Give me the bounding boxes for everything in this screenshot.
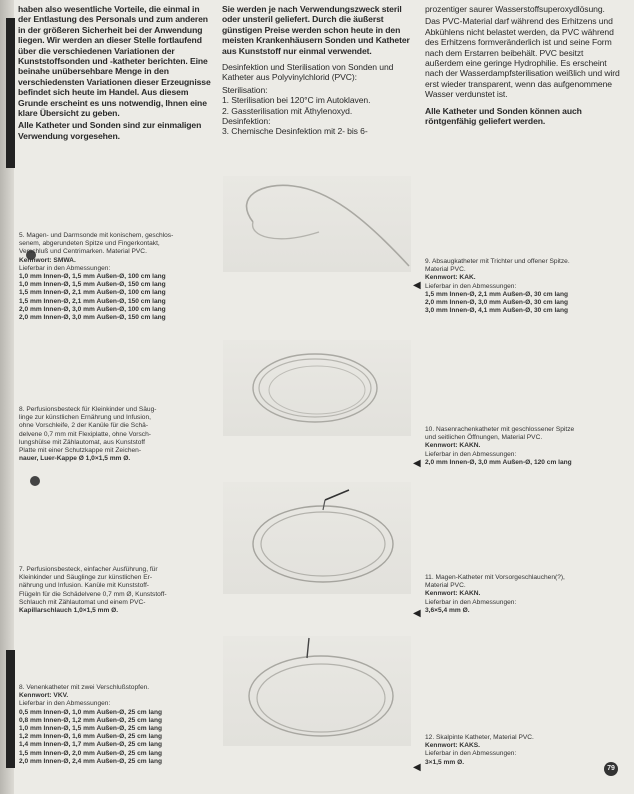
caption-line: Lieferbar in den Abmessungen: (19, 264, 111, 272)
caption-line: 0,5 mm Innen-Ø, 1,0 mm Außen-Ø, 25 cm lang (19, 708, 163, 716)
col-mid-text (222, 4, 412, 137)
caption-line: Kennwort: KAKN. (425, 442, 481, 450)
caption-line: 3,0 mm Innen-Ø, 4,1 mm Außen-Ø, 30 cm lang (425, 307, 569, 315)
caption-line: 11. Magen-Katheter mit Vorsorgeschlauchen(?), (425, 574, 565, 581)
caption-7 (19, 566, 217, 615)
caption-line: 2,0 mm Innen-Ø, 3,0 mm Außen-Ø, 150 cm lang (19, 314, 166, 322)
catheter-loop-drawing (223, 176, 411, 272)
binding-strip-top (6, 18, 15, 168)
catheter-venous-drawing (223, 636, 411, 746)
caption-line: Verschluß und Centrimarken. Material PVC. (19, 248, 147, 256)
caption-9 (425, 258, 620, 315)
caption-line: 2,0 mm Innen-Ø, 2,4 mm Außen-Ø, 25 cm lang (19, 757, 163, 765)
binding-strip-bottom (6, 650, 15, 768)
caption-line: 8. Venenkatheter mit zwei Verschlußstopfen. (19, 684, 150, 691)
photo-catheter-4 (223, 636, 411, 746)
catheter-coil-drawing (223, 340, 411, 436)
caption-line: 1,5 mm Innen-Ø, 2,0 mm Außen-Ø, 25 cm lang (19, 749, 163, 757)
photo-catheter-1 (223, 176, 411, 272)
col-left-para2: Alle Katheter und Sonden sind zur einmaligen Verwendung vorgesehen. (18, 120, 202, 141)
caption-line: 5. Magen- und Darmsonde mit konischem, geschlos- (19, 232, 174, 239)
caption-pointer-icon: ◀ (413, 608, 421, 619)
caption-line: 1,5 mm Innen-Ø, 2,1 mm Außen-Ø, 100 cm lang (19, 289, 166, 297)
caption-line: 2,0 mm Innen-Ø, 3,0 mm Außen-Ø, 100 cm lang (19, 305, 166, 313)
caption-line: 2,0 mm Innen-Ø, 3,0 mm Außen-Ø, 30 cm lang (425, 299, 569, 307)
caption-line: 1,5 mm Innen-Ø, 2,1 mm Außen-Ø, 150 cm lang (19, 297, 166, 305)
col-left-para1: haben also wesentliche Vorteile, die einmal in der Entlastung des Personals und zum anderen in der größeren Sicherheit bei der Anwendung liegen. Wir werden an dieser Stelle fortlaufend über die verschiedenen Variationen der Kunststoffsonden und -katheter berichten. Eine beinahe unübersehbare Menge in den verschiedensten Variationen dieser Erzeugnisse befindet sich heute im Handel. Aus diesem Grunde erscheint es uns notwendig, Ihnen eine klare Übersicht zu geben. (18, 4, 211, 119)
col-right-para2: Das PVC-Material darf während des Erhitzens und Abkühlens nicht belastet werden, da PVC während des Erhitzens formveränderlich ist und seine Form nach dem Erstarren beibehält. PVC besitzt außerdem eine geringe Hydrophilie. Es erscheint nach der Wasserdampfsterilisation weißlich und wird erst wieder transparent, wenn das aufgenommene Wasser verdunstet ist. (425, 16, 620, 100)
col-left-text (18, 4, 214, 143)
caption-line: 2,0 mm Innen-Ø, 3,0 mm Außen-Ø, 120 cm lang (425, 458, 572, 466)
punch-hole (30, 476, 40, 486)
page-number: 79 (604, 762, 618, 776)
caption-line: linge zur künstlichen Ernährung und Infusion, (19, 414, 151, 422)
caption-10 (425, 426, 620, 467)
caption-line: Lieferbar in den Abmessungen: (19, 700, 111, 708)
caption-pointer-icon: ◀ (413, 762, 421, 773)
caption-12 (425, 734, 595, 767)
caption-line: Lieferbar in den Abmessungen: (425, 750, 517, 758)
caption-line: Kapillarschlauch 1,0×1,5 mm Ø. (19, 607, 119, 615)
caption-line: 1,4 mm Innen-Ø, 1,7 mm Außen-Ø, 25 cm lang (19, 741, 163, 749)
col-right-para1: prozentiger saurer Wasserstoffsuperoxydlösung. (425, 4, 605, 14)
caption-line: nährung und Infusion. Kanüle mit Kunststoff- (19, 582, 150, 590)
col-mid-list-1: 1. Sterilisation bei 120°C im Autoklaven. (222, 95, 371, 106)
caption-pointer-icon: ◀ (413, 280, 421, 291)
caption-line: 1,2 mm Innen-Ø, 1,6 mm Außen-Ø, 25 cm lang (19, 733, 163, 741)
caption-line: 9. Absaugkatheter mit Trichter und offener Spitze. (425, 258, 570, 265)
caption-line: lungshülse mit Zählautomat, aus Kunststoff (19, 438, 145, 446)
caption-8b (19, 684, 217, 766)
caption-line: Kennwort: KAKS. (425, 742, 480, 750)
caption-line: 3,6×5,4 mm Ø. (425, 606, 470, 614)
caption-line: 12. Skalpinte Katheter, Material PVC. (425, 734, 534, 741)
catheter-set-drawing (223, 482, 411, 594)
caption-11 (425, 574, 620, 615)
caption-line: Kennwort: SMWA. (19, 256, 76, 264)
caption-line: Kleinkinder und Säuglinge zur künstlichen Er- (19, 574, 153, 582)
caption-line: 8. Perfusionsbesteck für Kleinkinder und Säug- (19, 406, 157, 413)
caption-line: 10. Nasenrachenkatheter mit geschlossener Spitze (425, 426, 575, 433)
caption-line: Lieferbar in den Abmessungen: (425, 282, 517, 290)
caption-line: 1,0 mm Innen-Ø, 1,5 mm Außen-Ø, 150 cm lang (19, 281, 166, 289)
col-mid-para2: Desinfektion und Sterilisation von Sonden und Katheter aus Polyvinylchlorid (PVC): (222, 62, 394, 83)
caption-line: 1,0 mm Innen-Ø, 1,5 mm Außen-Ø, 100 cm lang (19, 273, 166, 281)
caption-line: und seitlichen Öffnungen, Material PVC. (425, 434, 543, 442)
col-mid-list-0: Sterilisation: (222, 84, 268, 95)
col-right-para3: Alle Katheter und Sonden können auch röntgenfähig geliefert werden. (425, 105, 582, 127)
caption-line: 7. Perfusionsbesteck, einfacher Ausführung, für (19, 566, 158, 573)
photo-catheter-2 (223, 340, 411, 436)
col-right-text (425, 4, 620, 128)
caption-line: Material PVC. (425, 582, 466, 590)
caption-line: Flügeln für die Schädelvene 0,7 mm Ø, Kunststoff- (19, 590, 167, 598)
caption-line: Platte mit einer Schutzkappe mit Zeichen- (19, 447, 142, 455)
caption-line: senem, abgerundeten Spitze und Fingerkontakt, (19, 240, 160, 248)
caption-line: delvene 0,7 mm mit Flexiplatte, ohne Vorsch- (19, 430, 151, 438)
caption-line: 0,8 mm Innen-Ø, 1,2 mm Außen-Ø, 25 cm lang (19, 716, 163, 724)
caption-line: 1,0 mm Innen-Ø, 1,5 mm Außen-Ø, 25 cm lang (19, 725, 163, 733)
caption-line: Schlauch mit Zählautomat und einem PVC- (19, 598, 146, 606)
caption-pointer-icon: ◀ (413, 458, 421, 469)
caption-line: Kennwort: KAK. (425, 274, 476, 282)
caption-line: Kennwort: VKV. (19, 692, 69, 700)
caption-line: 1,5 mm Innen-Ø, 2,1 mm Außen-Ø, 30 cm lang (425, 290, 569, 298)
caption-5 (19, 232, 217, 322)
col-mid-list-4: 3. Chemische Desinfektion mit 2- bis 6- (222, 126, 368, 137)
col-mid-para1: Sie werden je nach Verwendungszweck steril oder unsteril geliefert. Durch die äußerst günstigen Preise werden schon heute in den meisten Krankenhäusern Sonden und Katheter aus Kunststoff nur einmal verwendet. (222, 4, 410, 56)
col-mid-list-2: 2. Gassterilisation mit Äthylenoxyd. (222, 105, 353, 116)
photo-catheter-3 (223, 482, 411, 594)
caption-line: ohne Vorschleife, 2 der Kanüle für die Schä- (19, 422, 149, 430)
caption-line: Material PVC. (425, 266, 466, 274)
caption-line: nauer, Luer-Kappe Ø 1,0×1,5 mm Ø. (19, 455, 131, 463)
caption-line: Lieferbar in den Abmessungen: (425, 450, 517, 458)
caption-line: Lieferbar in den Abmessungen: (425, 598, 517, 606)
caption-8a (19, 406, 217, 463)
col-mid-list-3: Desinfektion: (222, 116, 271, 127)
caption-line: 3×1,5 mm Ø. (425, 758, 465, 766)
caption-line: Kennwort: KAKN. (425, 590, 481, 598)
